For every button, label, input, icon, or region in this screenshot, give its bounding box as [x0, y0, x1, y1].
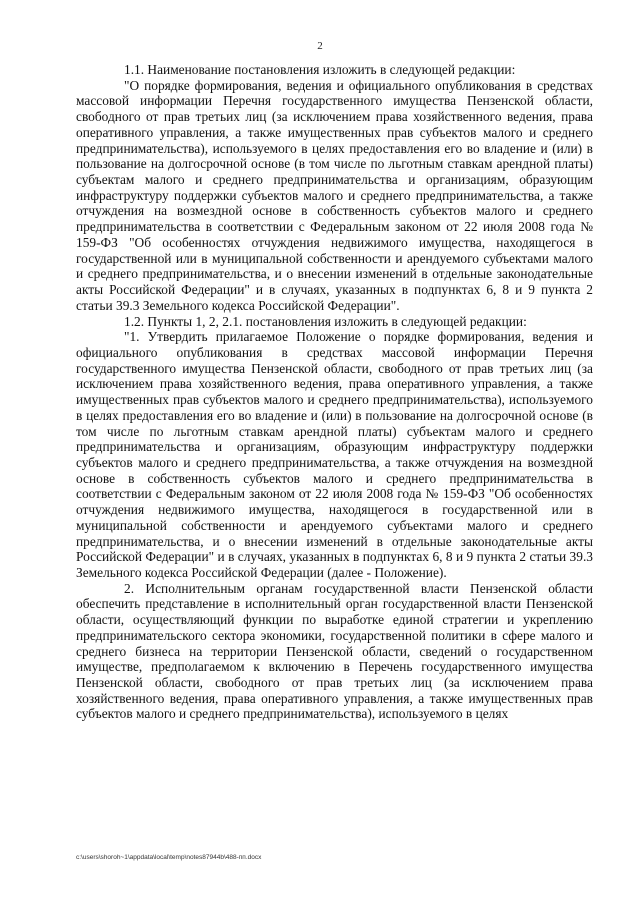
page-number: 2	[317, 40, 323, 52]
paragraph-point-2: 2. Исполнительным органам государственной власти Пензенской области обеспечить представление в исполнительный орган государственной власти Пензенской области, осуществляющий функции по выработке единой стратегии и укреплению предпринимательского сектора экономики, государственной политики в сфере малого и среднего бизнеса на территории Пензенской области, сведений о государственном имуществе, предполагаемом к включению в Перечень государственного имущества Пензенской области, свободного от прав третьих лиц (за исключением права хозяйственного ведения, права оперативного управления, а также имущественных прав субъектов малого и среднего предпринимательства), используемого в целях	[76, 580, 593, 722]
paragraph-1-1-title-text: "О порядке формирования, ведения и официального опубликования в средствах массовой информации Перечня государственного имущества Пензенской области, свободного от прав третьих лиц (за исключением права хозяйственного ведения, права оперативного управления, а также имущественных прав субъектов малого и среднего предпринимательства), используемого в целях предоставления его во владение и (или) в пользование на долгосрочной основе (в том числе по льготным ставкам арендной платы) субъектам малого и среднего предпринимательства и организациям, образующим инфраструктуру поддержки субъектов малого и среднего предпринимательства, а также отчуждения на возмездной основе в собственность субъектов малого и среднего предпринимательства в соответствии с Федеральным законом от 22 июля 2008 года № 159-ФЗ "Об особенностях отчуждения недвижимого имущества, находящегося в государственной или в муниципальной собственности и арендуемого субъектами малого и среднего предпринимательства, и о внесении изменений в отдельные законодательные акты Российской Федерации" и в случаях, указанных в подпунктах 6, 8 и 9 пункта 2 статьи 39.3 Земельного кодекса Российской Федерации".	[76, 77, 593, 313]
paragraph-1-2-heading: 1.2. Пункты 1, 2, 2.1. постановления изложить в следующей редакции:	[124, 313, 527, 329]
paragraph-point-1: "1. Утвердить прилагаемое Положение о порядке формирования, ведения и официального опубликования в средствах массовой информации Перечня государственного имущества Пензенской области, свободного от прав третьих лиц (за исключением права хозяйственного ведения, права оперативного управления, а также имущественных прав субъектов малого и среднего предпринимательства), используемого в целях предоставления его во владение и (или) в пользование на долгосрочной основе (в том числе по льготным ставкам арендной платы) субъектам малого и среднего предпринимательства и организациям, образующим инфраструктуру поддержки субъектов малого и среднего предпринимательства, а также отчуждения на возмездной основе в собственность субъектов малого и среднего предпринимательства в соответствии с Федеральным законом от 22 июля 2008 года № 159-ФЗ "Об особенностях отчуждения недвижимого имущества, находящегося в государственной или в муниципальной собственности и арендуемого субъектами малого и среднего предпринимательства, и о внесении изменений в отдельные законодательные акты Российской Федерации" и в случаях, указанных в подпунктах 6, 8 и 9 пункта 2 статьи 39.3 Земельного кодекса Российской Федерации (далее - Положение).	[76, 329, 593, 580]
footer-file-path: c:\users\shoroh~1\appdata\local\temp\notes87944b\488-пп.docx	[76, 854, 262, 861]
paragraph-1-1-heading: 1.1. Наименование постановления изложить в следующей редакции:	[124, 62, 516, 77]
document-body	[76, 62, 593, 722]
